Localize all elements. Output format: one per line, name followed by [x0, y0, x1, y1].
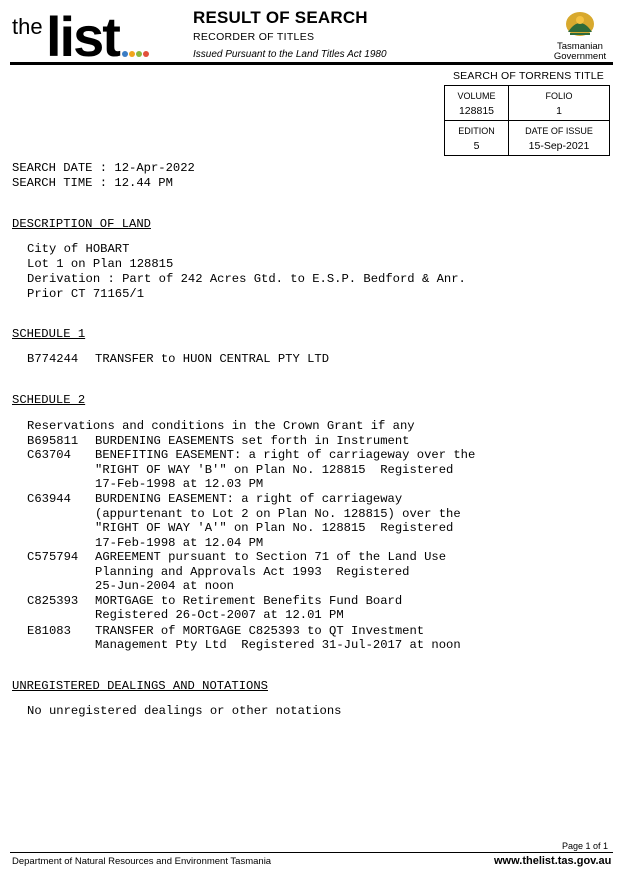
unregistered-heading: UNREGISTERED DEALINGS AND NOTATIONS — [12, 679, 268, 693]
description-line: Derivation : Part of 242 Acres Gtd. to E.S.P. Bedford & Anr. — [27, 272, 466, 286]
logo-list-text: list — [46, 6, 119, 60]
schedule2-entry-text: BENEFITING EASEMENT: a right of carriageway over the — [95, 448, 476, 462]
volume-value: 128815 — [458, 105, 495, 117]
schedule2-entry-text: Registered 26-Oct-2007 at 12.01 PM — [95, 608, 344, 622]
folio-label: FOLIO — [545, 91, 573, 101]
document-title: RESULT OF SEARCH — [193, 8, 368, 27]
schedule2-entry-text: MORTGAGE to Retirement Benefits Fund Board — [95, 594, 403, 608]
issuing-act: Issued Pursuant to the Land Titles Act 1980 — [193, 49, 387, 60]
schedule2-entry-text: Planning and Approvals Act 1993 Registered — [95, 565, 410, 579]
logo-dot-blue — [122, 51, 128, 57]
schedule2-entry-text: TRANSFER of MORTGAGE C825393 to QT Investment — [95, 624, 425, 638]
footer-website-link[interactable]: www.thelist.tas.gov.au — [494, 855, 612, 867]
schedule2-entry-text: AGREEMENT pursuant to Section 71 of the Land Use — [95, 550, 447, 564]
schedule2-entry-text: BURDENING EASEMENTS set forth in Instrument — [95, 434, 410, 448]
logo-dot-orange — [129, 51, 135, 57]
schedule2-entry-code: B695811 — [27, 434, 79, 448]
schedule2-entry-code: C63704 — [27, 448, 71, 462]
description-heading: DESCRIPTION OF LAND — [12, 217, 151, 231]
schedule2-entry-text: "RIGHT OF WAY 'A'" on Plan No. 128815 Registered — [95, 521, 454, 535]
schedule1-heading: SCHEDULE 1 — [12, 327, 86, 341]
volume-cell — [445, 86, 509, 121]
schedule2-entry-text: "RIGHT OF WAY 'B'" on Plan No. 128815 Registered — [95, 463, 454, 477]
footer-department: Department of Natural Resources and Environment Tasmania — [12, 856, 272, 867]
logo-the-text: the — [12, 14, 43, 39]
schedule2-entry-text: (appurtenant to Lot 2 on Plan No. 128815) over the — [95, 507, 461, 521]
schedule2-entry-text: 17-Feb-1998 at 12.04 PM — [95, 536, 264, 550]
edition-cell — [445, 121, 509, 156]
edition-value: 5 — [473, 140, 480, 152]
torrens-title-heading: SEARCH OF TORRENS TITLE — [452, 70, 605, 82]
folio-cell — [509, 86, 610, 121]
schedule2-entry-code: C63944 — [27, 492, 71, 506]
unregistered-text: No unregistered dealings or other notations — [27, 704, 342, 718]
search-date: SEARCH DATE : 12-Apr-2022 — [12, 161, 195, 175]
schedule2-heading: SCHEDULE 2 — [12, 393, 86, 407]
thelist-logo — [10, 6, 150, 60]
date-of-issue-cell — [509, 121, 610, 156]
date-of-issue-label: DATE OF ISSUE — [525, 126, 593, 136]
logo-dot-red — [143, 51, 149, 57]
description-line: Lot 1 on Plan 128815 — [27, 257, 174, 271]
description-line: Prior CT 71165/1 — [27, 287, 145, 301]
schedule2-entry-code: C575794 — [27, 550, 79, 564]
description-line: City of HOBART — [27, 242, 130, 256]
schedule2-entry-text: 25-Jun-2004 at noon — [95, 579, 234, 593]
schedule2-entry-text: Management Pty Ltd Registered 31-Jul-2017 at noon — [95, 638, 461, 652]
header-divider — [10, 62, 613, 65]
schedule2-entry-code: C825393 — [27, 594, 79, 608]
date-of-issue-value: 15-Sep-2021 — [528, 140, 590, 152]
schedule1-entry-code: B774244 — [27, 352, 79, 366]
title-reference-table — [444, 85, 610, 156]
volume-label: VOLUME — [457, 91, 496, 101]
document-subtitle: RECORDER OF TITLES — [193, 31, 315, 43]
folio-value: 1 — [556, 105, 562, 117]
page-number: Page 1 of 1 — [562, 841, 609, 851]
edition-label: EDITION — [458, 126, 495, 136]
schedule2-entry-code: E81083 — [27, 624, 71, 638]
schedule2-preamble: Reservations and conditions in the Crown Grant if any — [27, 419, 415, 433]
government-label-line1: Tasmanian — [557, 41, 603, 52]
government-label-line2: Government — [553, 51, 607, 62]
schedule1-entry-text: TRANSFER to HUON CENTRAL PTY LTD — [95, 352, 330, 366]
logo-dot-green — [136, 51, 142, 57]
footer-divider — [10, 852, 613, 853]
search-time: SEARCH TIME : 12.44 PM — [12, 176, 173, 190]
schedule2-entry-text: BURDENING EASEMENT: a right of carriageway — [95, 492, 403, 506]
schedule2-entry-text: 17-Feb-1998 at 12.03 PM — [95, 477, 264, 491]
